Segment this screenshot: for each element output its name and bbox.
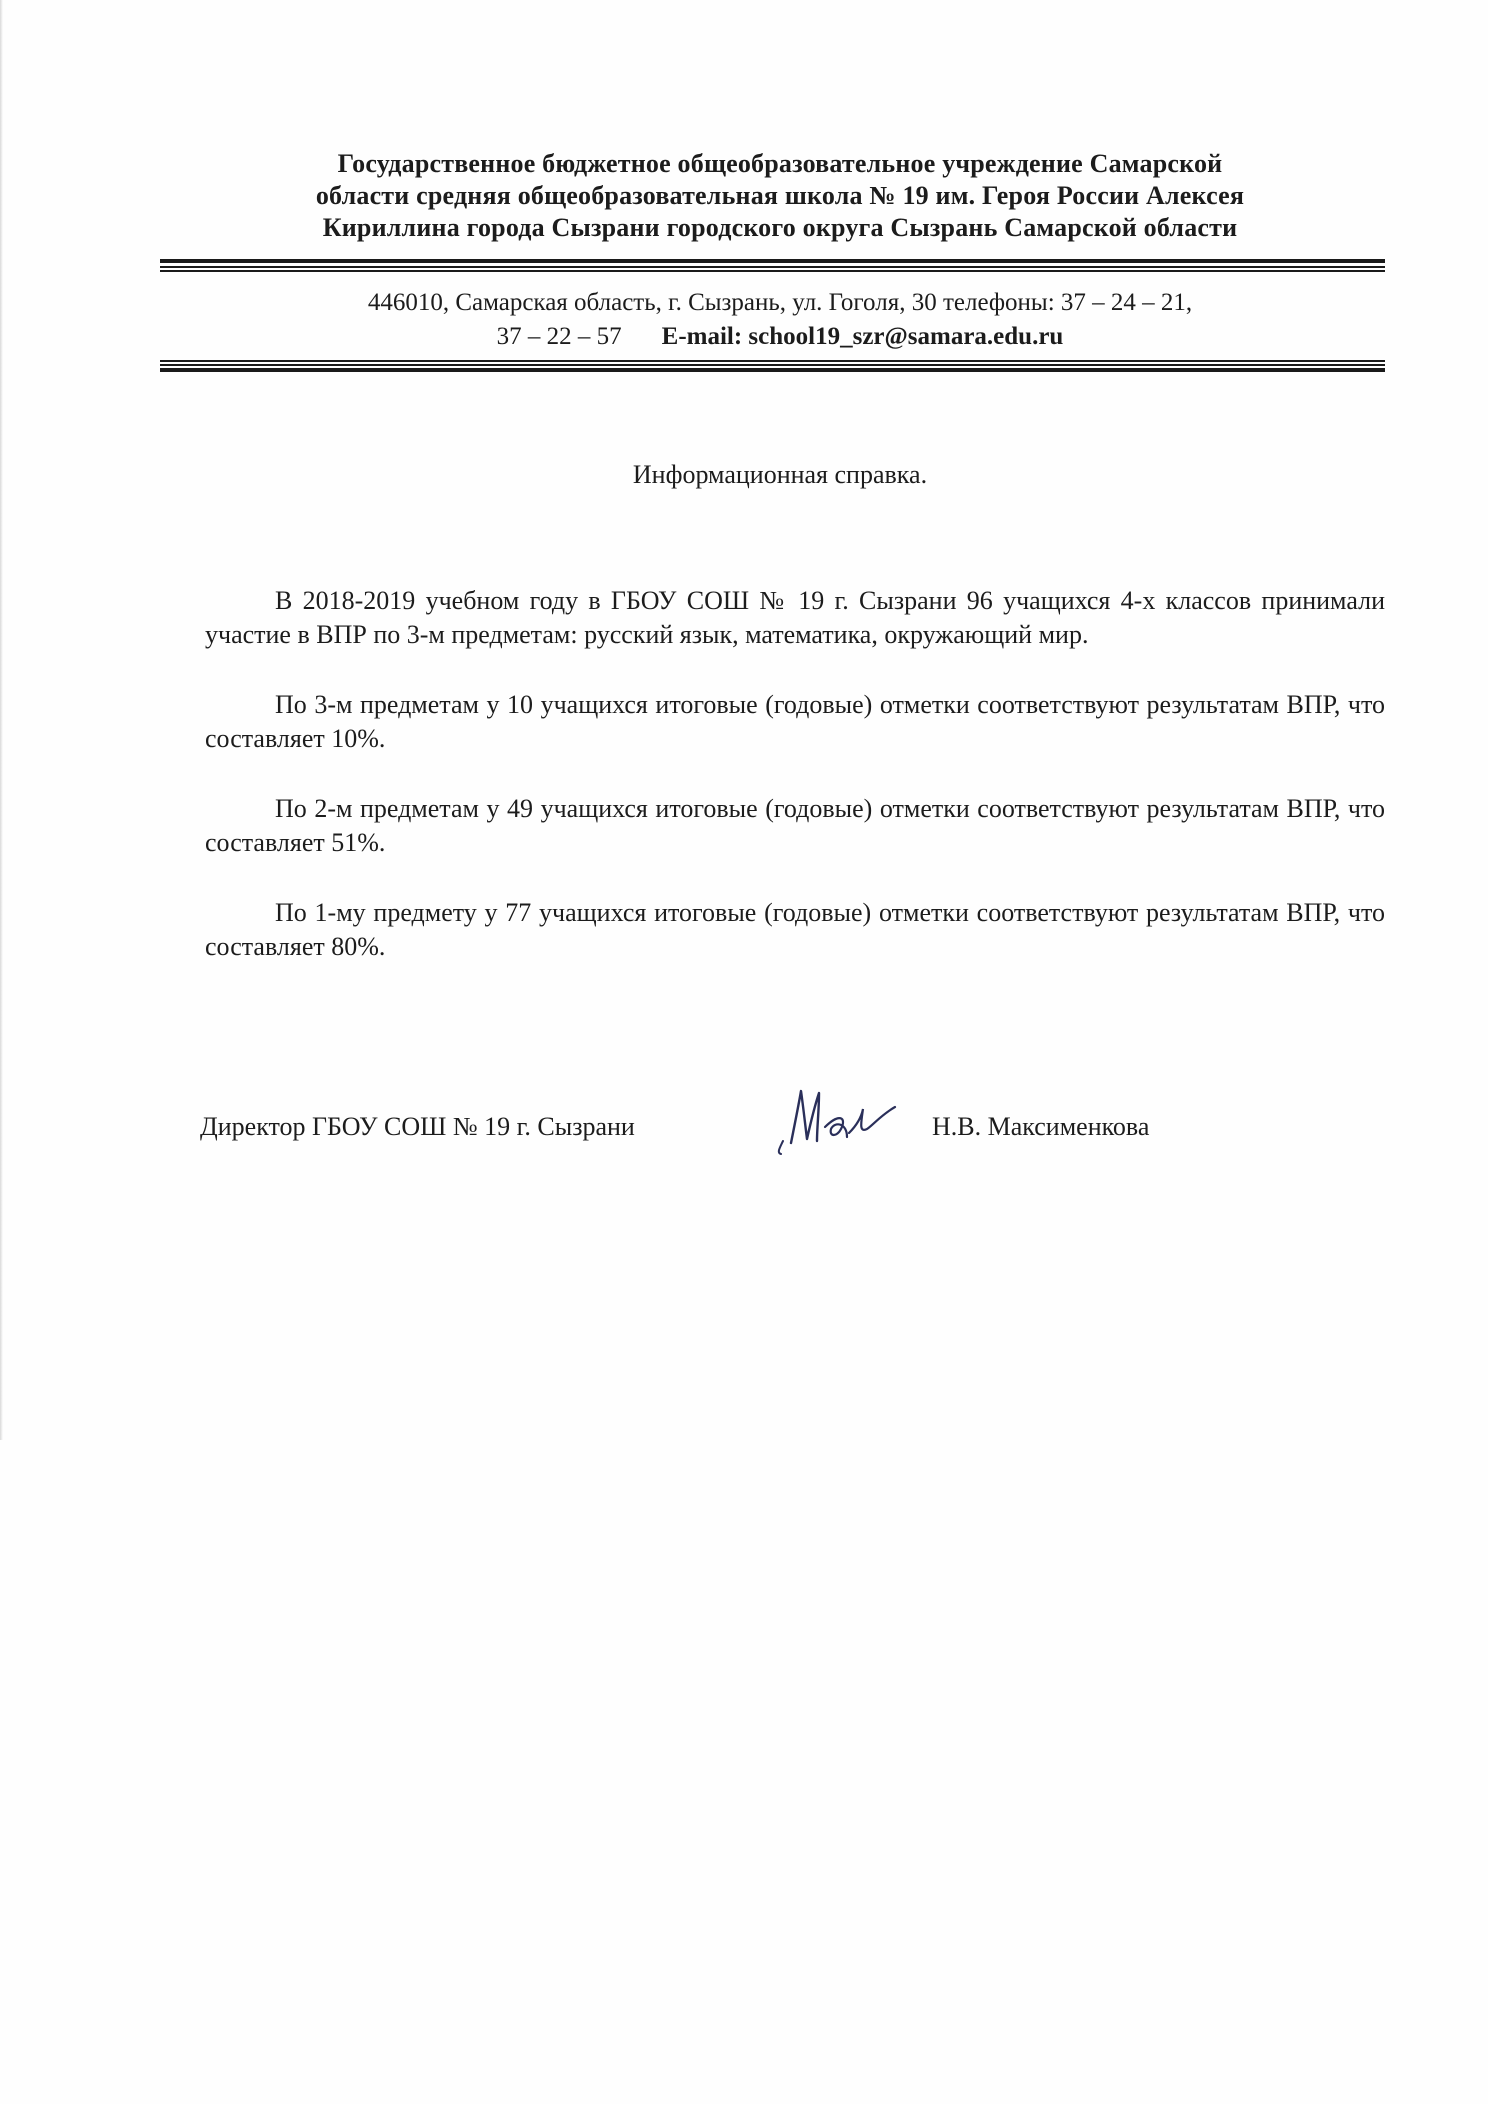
body-paragraph-2: По 3-м предметам у 10 учащихся итоговые (годовые) отметки соответствуют результатам ВПР, что составляет 10%. [205,690,1385,753]
document-body [205,584,1385,1000]
phone-email-line [200,320,1360,354]
handwritten-signature [755,1083,905,1163]
signature-block [200,1103,1380,1163]
organization-line-3: Кириллина города Сызрани городского округа Сызрань Самарской области [322,213,1238,242]
address-line: 446010, Самарская область, г. Сызрань, ул. Гоголя, 30 телефоны: 37 – 24 – 21, [367,289,1193,316]
organization-header [200,148,1360,244]
body-paragraph-4: По 1-му предмету у 77 учащихся итоговые (годовые) отметки соответствуют результатам ВПР, что составляет 80%. [205,898,1385,961]
email-address: E-mail: school19_szr@samara.edu.ru [661,323,1064,350]
organization-line-1: Государственное бюджетное общеобразовательное учреждение Самарской [337,149,1223,178]
contact-block [200,286,1360,354]
body-paragraph-1: В 2018-2019 учебном году в ГБОУ СОШ № 19 г. Сызрани 96 учащихся 4-х классов принимали участие в ВПР по 3-м предметам: русский язык, математика, окружающий мир. [205,586,1385,649]
header-divider-top [160,259,1385,272]
document-title: Информационная справка. [632,460,928,489]
signatory-name: Н.В. Максименкова [932,1112,1150,1141]
organization-line-2: области средняя общеобразовательная школа № 19 им. Героя России Алексея [315,181,1245,210]
phone-number: 37 – 22 – 57 [496,323,622,350]
signatory-position: Директор ГБОУ СОШ № 19 г. Сызрани [200,1112,635,1141]
header-divider-bottom [160,360,1385,373]
body-paragraph-3: По 2-м предметам у 49 учащихся итоговые (годовые) отметки соответствуют результатам ВПР, что составляет 51%. [205,794,1385,857]
page-edge-shadow [0,0,3,1440]
